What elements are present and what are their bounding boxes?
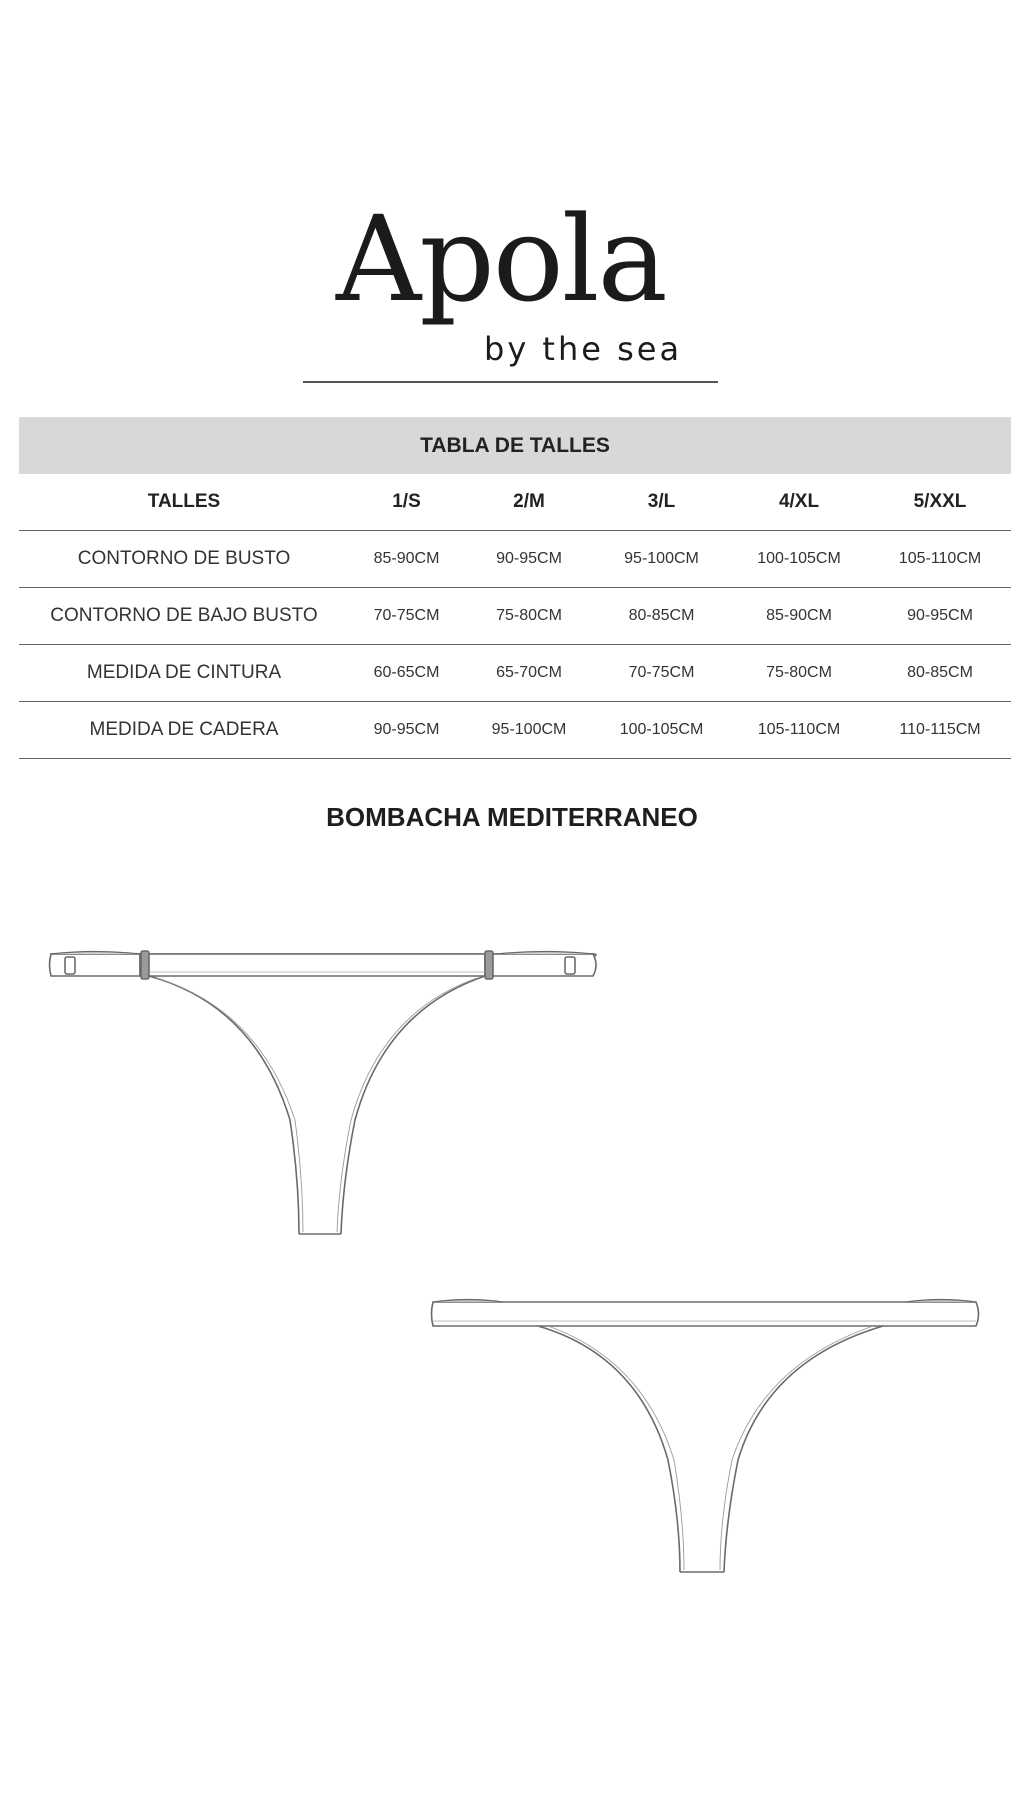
table-cell: 105-110CM bbox=[869, 531, 1011, 588]
bikini-bottom-back-drawing bbox=[428, 1290, 984, 1580]
header-size: 4/XL bbox=[729, 474, 869, 531]
table-cell: 85-90CM bbox=[729, 588, 869, 645]
bikini-bottom-front-drawing bbox=[45, 950, 605, 1240]
table-cell: 100-105CM bbox=[729, 531, 869, 588]
row-label: CONTORNO DE BAJO BUSTO bbox=[19, 588, 349, 645]
header-label: TALLES bbox=[19, 474, 349, 531]
table-cell: 70-75CM bbox=[349, 588, 464, 645]
header-size: 5/XXL bbox=[869, 474, 1011, 531]
table-cell: 65-70CM bbox=[464, 645, 594, 702]
table-cell: 60-65CM bbox=[349, 645, 464, 702]
logo-divider bbox=[303, 381, 718, 383]
size-chart-header-row bbox=[19, 474, 1011, 531]
table-cell: 90-95CM bbox=[869, 588, 1011, 645]
table-cell: 75-80CM bbox=[464, 588, 594, 645]
product-title: BOMBACHA MEDITERRANEO bbox=[326, 802, 698, 832]
table-cell: 95-100CM bbox=[464, 702, 594, 759]
logo-wordmark: Apola bbox=[336, 190, 666, 328]
size-chart-title: TABLA DE TALLES bbox=[19, 417, 1011, 474]
table-cell: 110-115CM bbox=[869, 702, 1011, 759]
table-row bbox=[19, 702, 1011, 759]
table-cell: 90-95CM bbox=[349, 702, 464, 759]
size-chart-table bbox=[19, 417, 1011, 759]
table-cell: 100-105CM bbox=[594, 702, 729, 759]
table-cell: 80-85CM bbox=[869, 645, 1011, 702]
table-cell: 85-90CM bbox=[349, 531, 464, 588]
header-size: 1/S bbox=[349, 474, 464, 531]
table-cell: 105-110CM bbox=[729, 702, 869, 759]
brand-logo bbox=[0, 190, 1024, 390]
header-size: 2/M bbox=[464, 474, 594, 531]
row-label: CONTORNO DE BUSTO bbox=[19, 531, 349, 588]
row-label: MEDIDA DE CINTURA bbox=[19, 645, 349, 702]
row-label: MEDIDA DE CADERA bbox=[19, 702, 349, 759]
size-chart-title-row bbox=[19, 417, 1011, 474]
table-row bbox=[19, 531, 1011, 588]
header-size: 3/L bbox=[594, 474, 729, 531]
table-cell: 80-85CM bbox=[594, 588, 729, 645]
table-cell: 70-75CM bbox=[594, 645, 729, 702]
table-cell: 95-100CM bbox=[594, 531, 729, 588]
table-row bbox=[19, 588, 1011, 645]
table-row bbox=[19, 645, 1011, 702]
logo-tagline: by the sea bbox=[484, 330, 683, 368]
table-cell: 90-95CM bbox=[464, 531, 594, 588]
table-cell: 75-80CM bbox=[729, 645, 869, 702]
